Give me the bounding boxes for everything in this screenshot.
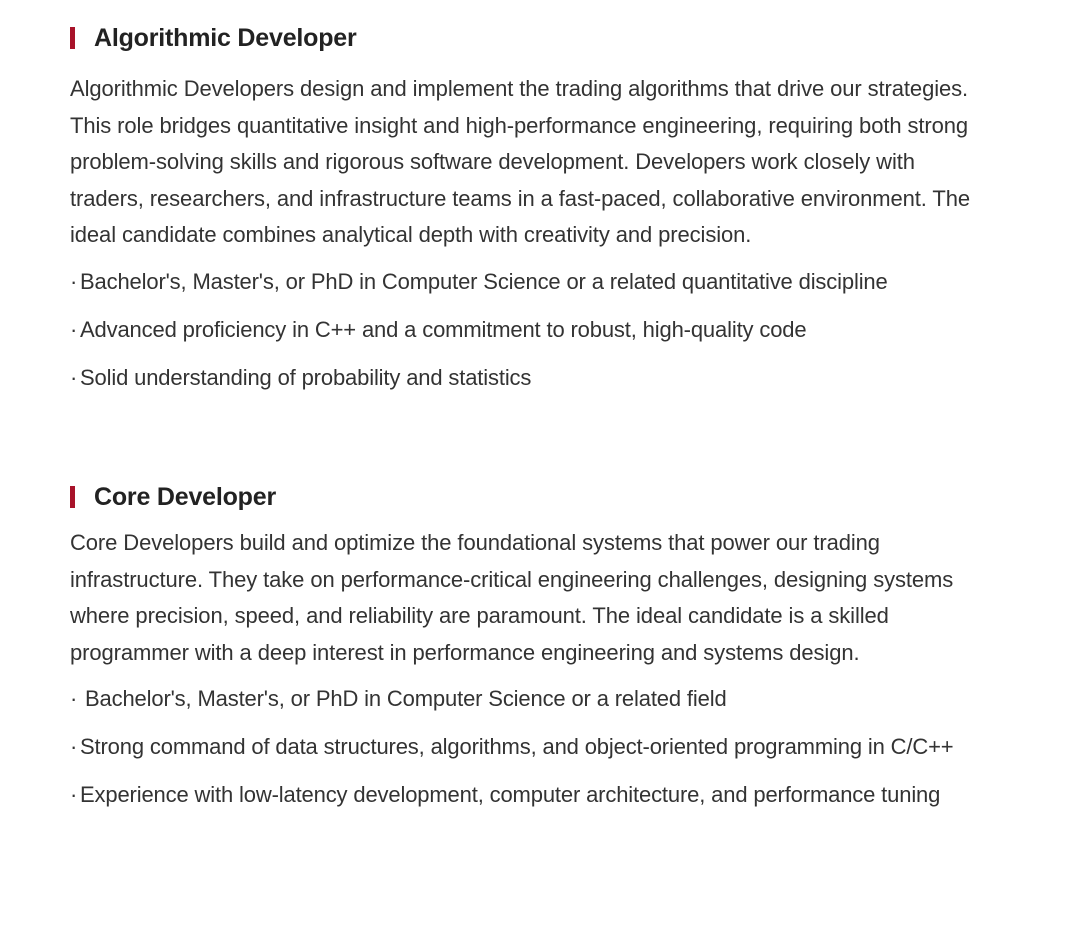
requirements-list <box>70 264 990 397</box>
section-description: Algorithmic Developers design and implement the trading algorithms that drive our strategies. This role bridges quantitative insight and high-performance engineering, requiring both strong problem-solving skills and rigorous software development. Developers work closely with traders, researchers, and infrastructure teams in a fast-paced, collaborative environment. The ideal candidate combines analytical depth with creativity and precision. <box>70 76 970 247</box>
section-title: Algorithmic Developer <box>94 23 357 52</box>
requirement-text: Solid understanding of probability and statistics <box>80 364 532 390</box>
list-item <box>70 312 990 349</box>
section-description: Core Developers build and optimize the foundational systems that power our trading infrastructure. They take on performance-critical engineering challenges, designing systems where precision, speed, and reliability are paramount. The ideal candidate is a skilled programmer with a deep interest in performance engineering and systems design. <box>70 530 954 665</box>
requirement-text: Bachelor's, Master's, or PhD in Computer Science or a related field <box>85 686 727 711</box>
bullet-icon: · <box>70 268 78 294</box>
list-item <box>70 777 990 814</box>
bullet-icon: · <box>70 316 78 342</box>
requirement-text: Advanced proficiency in C++ and a commitment to robust, high-quality code <box>80 316 807 342</box>
list-item <box>70 729 990 766</box>
section-heading <box>70 481 990 513</box>
requirement-text: Experience with low-latency development, computer architecture, and performance tuning <box>80 782 941 807</box>
accent-bar <box>70 27 75 49</box>
requirement-text: Strong command of data structures, algorithms, and object-oriented programming in C/C++ <box>80 734 954 759</box>
section-core-developer <box>70 481 990 825</box>
requirement-text: Bachelor's, Master's, or PhD in Computer Science or a related quantitative discipline <box>80 268 888 294</box>
section-algorithmic-developer <box>70 22 990 408</box>
section-heading <box>70 22 990 54</box>
list-item <box>70 264 990 301</box>
list-item <box>70 681 990 718</box>
bullet-icon: · <box>70 686 78 711</box>
requirements-list <box>70 681 990 814</box>
bullet-icon: · <box>70 782 78 807</box>
section-title: Core Developer <box>94 482 276 511</box>
list-item <box>70 360 990 397</box>
bullet-icon: · <box>70 364 78 390</box>
accent-bar <box>70 486 75 508</box>
bullet-icon: · <box>70 734 78 759</box>
